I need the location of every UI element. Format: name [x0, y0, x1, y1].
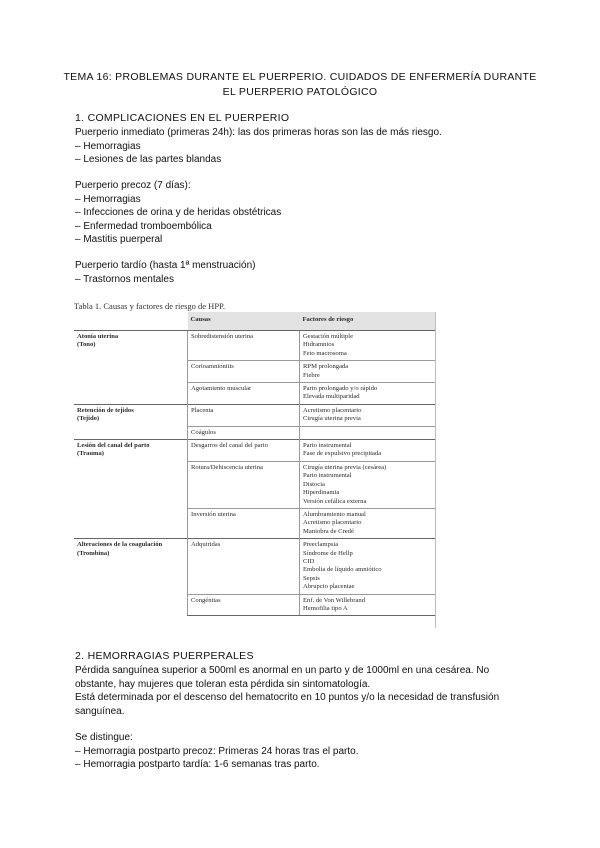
- group-subtitle: (Tono): [77, 341, 96, 349]
- table-row: [74, 440, 435, 462]
- risk-factor: Maniobra de Credé: [303, 527, 354, 535]
- risk-factor: RPM prolongada: [303, 363, 349, 371]
- puerperio-precoz-label: Puerperio precoz (7 días):: [75, 180, 191, 191]
- factors-cell: [300, 508, 436, 538]
- table-row: [74, 539, 435, 594]
- risk-factor: Parto prolongado y/o rápido: [303, 385, 378, 393]
- table-row: [74, 331, 435, 361]
- puerperio-precoz-list: [75, 193, 281, 247]
- risk-factor: Sepsis: [303, 574, 320, 582]
- group-name: Atonía uterina: [77, 333, 119, 340]
- risk-factor: Parto instrumental: [303, 442, 352, 450]
- puerperio-inmediato-label: Puerperio inmediato (primeras 24h): las dos primeras horas son las de más riesgo.: [75, 127, 442, 138]
- factors-cell: [300, 440, 436, 462]
- risk-factor: Hemofilia tipo A: [303, 604, 348, 612]
- risk-factor: Abrupcio placentae: [303, 583, 355, 591]
- table-row: [74, 404, 435, 426]
- table-header-cell: [74, 312, 188, 331]
- cause-cell: Congénitas: [188, 594, 300, 616]
- section-2-heading: 2. HEMORRAGIAS PUERPERALES: [75, 650, 254, 662]
- group-subtitle: (Trombina): [77, 549, 110, 557]
- group-subtitle: (Trauma): [77, 450, 104, 458]
- cause-cell: Desgarros del canal del parto: [188, 440, 300, 462]
- cause-cell: Agotamiento muscular: [188, 383, 300, 405]
- factors-cell: [300, 383, 436, 405]
- list-item: – Trastornos mentales: [75, 273, 174, 287]
- risk-factor: Hidramnios: [303, 341, 335, 349]
- puerperio-tardio-label: Puerperio tardío (hasta 1ª menstruación): [75, 260, 256, 271]
- paragraph-line: obstante, hay mujeres que toleran esta pérdida sin sintomatología.: [75, 678, 371, 690]
- risk-factor: Fase de expulsivo precipitada: [303, 450, 382, 458]
- group-name: Lesión del canal del parto: [77, 442, 150, 450]
- list-item: – Mastitis puerperal: [75, 233, 281, 247]
- risk-factor: Elevada multiparidad: [303, 393, 360, 401]
- risk-factor: Preeclampsia: [303, 541, 339, 549]
- factors-cell: [300, 594, 436, 616]
- title-line-2: EL PUERPERIO PATOLÓGICO: [222, 86, 378, 98]
- risk-factor: Cirugía uterina previa (cesárea): [303, 463, 387, 471]
- cause-cell: Placenta: [188, 404, 300, 426]
- risk-factor: Fiebre: [303, 371, 320, 379]
- table-header-cell: Factores de riesgo: [302, 316, 354, 323]
- table-body: [74, 331, 435, 616]
- cause-cell: Adquiridas: [188, 539, 300, 594]
- factors-cell: [300, 539, 436, 594]
- list-item: – Hemorragias: [75, 193, 281, 207]
- risk-factor: Síndrome de Hellp: [303, 549, 353, 557]
- risk-factor: Gestación múltiple: [303, 333, 353, 340]
- list-item: – Hemorragias: [75, 140, 221, 154]
- risk-factor: Embolia de líquido amniótico: [303, 566, 382, 574]
- risk-factor: Alumbramiento manual: [303, 510, 366, 518]
- cause-cell: Sobredistensión uterina: [188, 331, 300, 361]
- risk-factor: CID: [303, 557, 315, 565]
- paragraph-line: sanguínea.: [75, 705, 125, 717]
- list-item: – Lesiones de las partes blandas: [75, 153, 221, 167]
- risk-factor: Cirugía uterina previa: [303, 415, 361, 423]
- table-header-cell: Causas: [190, 316, 211, 323]
- cause-cell: Rotura/Dehiscencia uterina: [188, 461, 300, 508]
- group-name: Retención de tejidos: [77, 406, 134, 414]
- list-item: – Hemorragia postparto precoz: Primeras 24 horas tras el parto.: [75, 745, 358, 759]
- hemorragia-types-list: [75, 745, 358, 772]
- factors-cell: [300, 426, 436, 439]
- hpp-risk-table: [74, 312, 435, 616]
- se-distingue-label: Se distingue:: [75, 732, 133, 743]
- factors-cell: [300, 331, 436, 361]
- risk-factor: Hiperdinamia: [303, 489, 340, 497]
- puerperio-tardio-list: [75, 273, 174, 287]
- table-caption: Tabla 1. Causas y factores de riesgo de HPP.: [74, 301, 225, 311]
- puerperio-inmediato-list: [75, 140, 221, 167]
- section-1-heading: 1. COMPLICACIONES EN EL PUERPERIO: [75, 112, 290, 124]
- cause-cell: Corioamnionitis: [188, 361, 300, 383]
- risk-factor: Versión cefálica externa: [303, 497, 367, 505]
- group-subtitle: (Tejido): [77, 415, 100, 423]
- factors-cell: [300, 404, 436, 426]
- table-group-cell: [74, 404, 188, 439]
- paragraph-line: Pérdida sanguínea superior a 500ml es anormal en un parto y de 1000ml en una cesárea. No: [75, 665, 490, 676]
- cause-cell: Coágulos: [188, 426, 300, 439]
- table-group-cell: [74, 539, 188, 616]
- document-title: [60, 70, 540, 100]
- factors-cell: [300, 461, 436, 508]
- risk-factor: Parto instrumental: [303, 472, 352, 480]
- paragraph-line: Está determinada por el descenso del hematocrito en 10 puntos y/o la necesidad de transfusión: [75, 692, 500, 703]
- cause-cell: Inversión uterina: [188, 508, 300, 538]
- table-header-row: [74, 312, 435, 331]
- table-group-cell: [74, 440, 188, 539]
- factors-cell: [300, 361, 436, 383]
- group-name: Alteraciones de la coagulación: [77, 541, 163, 549]
- risk-factor: Enf. de Von Willebrand: [303, 596, 365, 604]
- list-item: – Hemorragia postparto tardía: 1-6 semanas tras parto.: [75, 758, 358, 772]
- list-item: – Infecciones de orina y de heridas obstétricas: [75, 206, 281, 220]
- risk-factor: Distocia: [303, 480, 325, 488]
- table-right-border: [435, 312, 436, 628]
- title-line-1: TEMA 16: PROBLEMAS DURANTE EL PUERPERIO. CUIDADOS DE ENFERMERÍA DURANTE: [63, 71, 537, 83]
- table-group-cell: [74, 331, 188, 405]
- risk-factor: Acretismo placentario: [303, 519, 362, 527]
- risk-factor: Feto macrosoma: [303, 349, 347, 357]
- list-item: – Enfermedad tromboembólica: [75, 220, 281, 234]
- risk-factor: Acretismo placentario: [303, 406, 362, 414]
